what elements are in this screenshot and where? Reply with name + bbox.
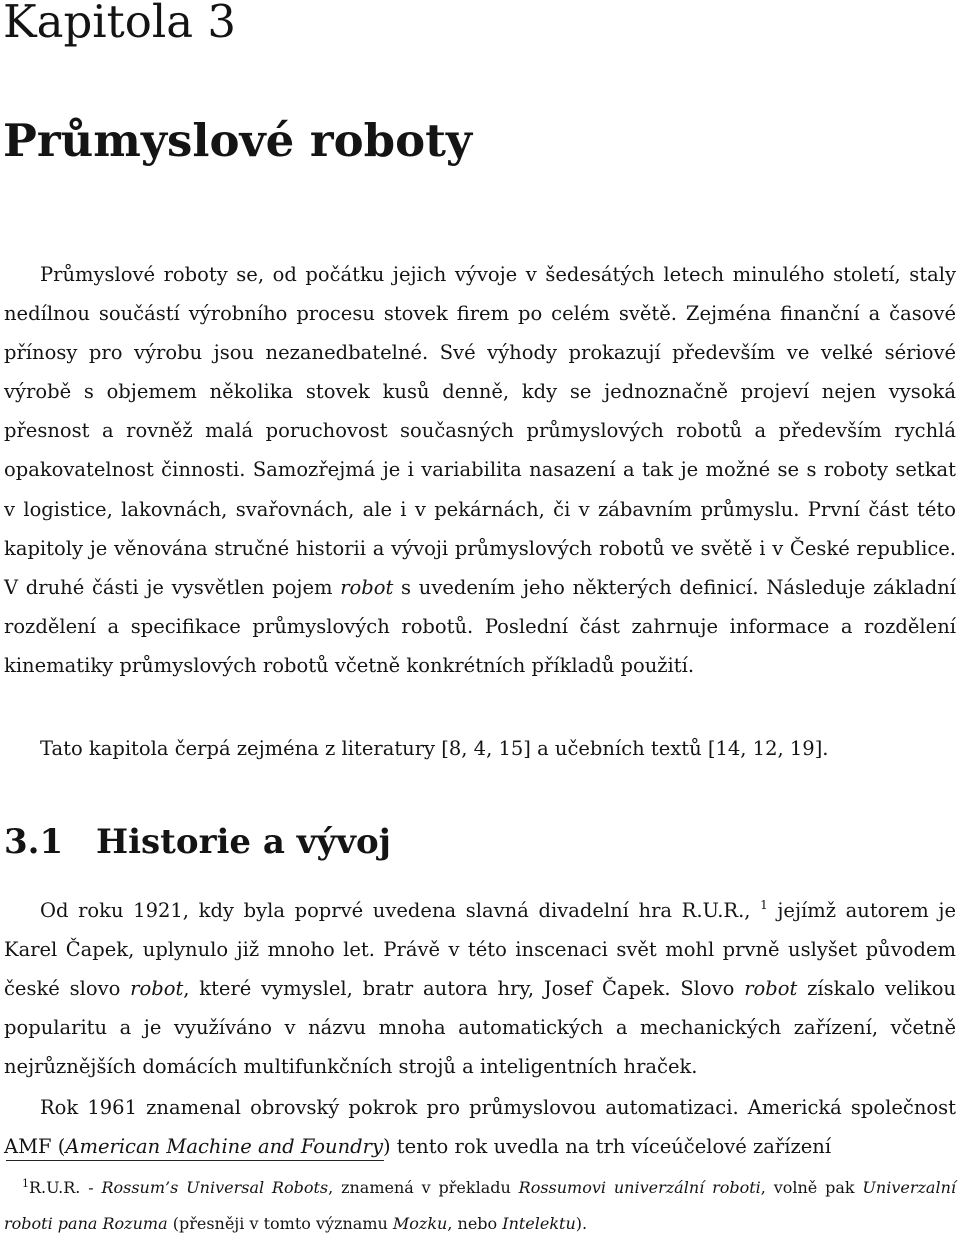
footnote-text-1: R.U.R. - [29,1178,102,1197]
intro-text-part-3: s uvedením jeho některých definicí. Následuje základní rozdělení a specifikace průmyslových robotů. Poslední část zahrnuje informace a rozdělení kinematiky průmyslových robotů včetně konkrétních příkladů použití. [4,575,956,677]
history-text-part-4: získalo velikou popularitu a je využíváno v názvu mnoha automatických a mechanických zařízení, včetně nejrůznějších domácích multifunkčních strojů a inteligentních hraček. [4,977,956,1079]
section-heading [4,812,391,872]
history-text-part-2: jejímž autorem je Karel Čapek, uplynulo již mnoho let. Právě v této inscenaci svět mohl prvně uslyšet původem české slovo [4,899,956,1001]
section-number: 3.1 [4,822,64,862]
footnote-rule [6,1160,384,1161]
history-text-part-3: , které vymyslel, bratr autora hry, Josef Čapek. Slovo [183,977,745,1001]
history-emphasis-robot-1: robot [130,977,184,1001]
footnote-emphasis-2: Rossumovi univerzální roboti [518,1178,761,1197]
section-title: Historie a vývoj [96,822,391,862]
footnote [4,1170,956,1242]
chapter-label: Kapitola 3 [3,0,236,48]
history-emphasis-robot-2: robot [744,977,798,1001]
footnote-emphasis-4: Mozku [392,1214,448,1233]
footnote-reference[interactable]: 1 [760,898,768,912]
intro-text-part-2: První část této kapitoly je věnována stručné historii a vývoji průmyslových robotů ve světě i v České republice. V druhé části je vysvětlen pojem [4,497,957,599]
footnote-mark: 1 [22,1177,29,1190]
sources-paragraph: Tato kapitola čerpá zejména z literatury [8, 4, 15] a učebních textů [14, 12, 19]. [40,737,829,760]
automation-paragraph [4,1088,956,1166]
footnote-text-5: , nebo [447,1214,503,1233]
footnote-emphasis-3: Univerzalní roboti pana Rozuma [4,1178,956,1233]
intro-text-part-1: Průmyslové roboty se, od počátku jejich vývoje v šedesátých letech minulého století, staly nedílnou součástí výrobního procesu stovek firem po celém světě. Zejména finanční a časové přínosy pro výrobu jsou nezanedbatelné. Své výhody prokazují především ve velké sériové výrobě s objemem několika stovek kusů denně, kdy se jednoznačně projeví nejen vysoká přesnost a rovněž malá poruchovost současných průmyslových robotů a především rychlá opakovatelnost činnosti. Samozřejmá je i variabilita nasazení a tak je možné se s roboty setkat v logistice, lakovnách, svařovnách, ale i v pekárnách, či v zábavním průmyslu. [4,263,956,521]
footnote-text-3: , volně pak [760,1178,863,1197]
intro-emphasis-robot: robot [340,575,394,599]
footnote-text-2: , znamená v překladu [328,1178,519,1197]
footnote-emphasis-5: Intelektu [502,1214,576,1233]
chapter-title: Průmyslové roboty [3,114,473,167]
footnote-emphasis-1: Rossum’s Universal Robots [101,1178,329,1197]
automation-text-part-1: Rok 1961 znamenal obrovský pokrok pro průmyslovou automatizaci. Americká společnost AMF ( [4,1096,956,1159]
history-paragraph [4,891,956,1086]
footnote-text-6: ). [575,1214,588,1233]
intro-paragraph [4,255,956,685]
footnote-text-4: (přesněji v tomto významu [167,1214,393,1233]
history-text-part-1: Od roku 1921, kdy byla poprvé uvedena slavná divadelní hra R.U.R., [40,899,761,922]
automation-text-part-2: ) tento rok uvedla na trh víceúčelové zařízení [382,1135,832,1159]
automation-emphasis-amf: American Machine and Foundry [65,1135,383,1159]
